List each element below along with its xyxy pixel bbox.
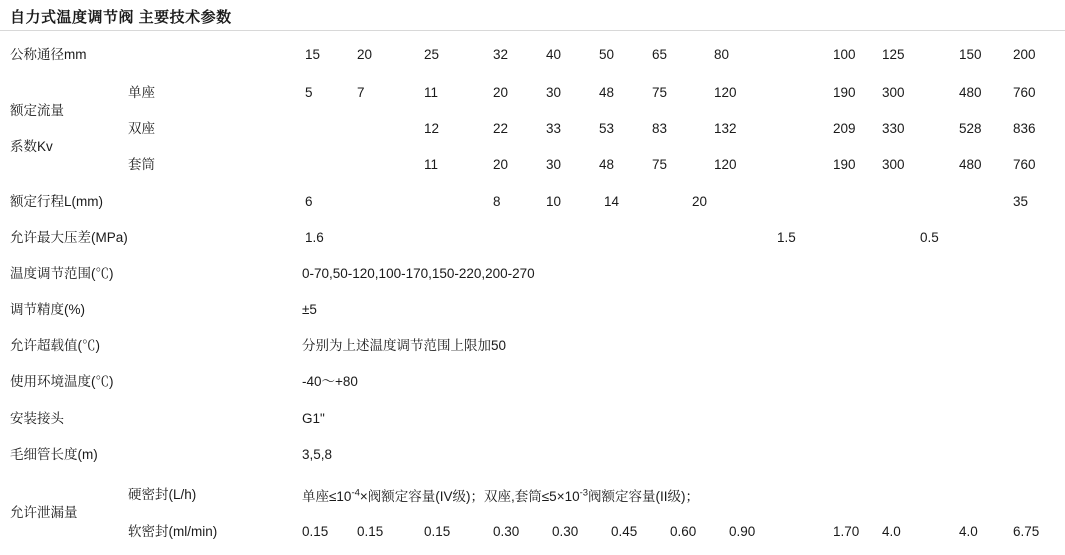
value-connector: G1" xyxy=(302,411,325,426)
value-overload: 分别为上述温度调节范围上限加50 xyxy=(302,338,507,353)
value-nominal-diameter-2: 25 xyxy=(424,47,440,62)
value-double-seat-6: 83 xyxy=(652,121,668,136)
sublabel-sleeve: 套筒 xyxy=(128,157,155,172)
value-rated-travel-4: 20 xyxy=(692,194,708,209)
label-overload: 允许超载值(℃) xyxy=(10,338,100,353)
value-double-seat-8: 209 xyxy=(833,121,856,136)
value-max-pressure-diff-1: 1.5 xyxy=(777,230,796,245)
value-sleeve-8: 190 xyxy=(833,157,856,172)
value-soft-seal-0: 0.15 xyxy=(302,524,329,539)
value-nominal-diameter-10: 150 xyxy=(959,47,982,62)
value-soft-seal-8: 1.70 xyxy=(833,524,860,539)
value-ambient-temp: -40～+80 xyxy=(302,374,358,389)
value-double-seat-10: 528 xyxy=(959,121,982,136)
value-soft-seal-2: 0.15 xyxy=(424,524,451,539)
value-rated-travel-2: 10 xyxy=(546,194,562,209)
value-single-seat-6: 75 xyxy=(652,85,668,100)
value-single-seat-10: 480 xyxy=(959,85,982,100)
value-single-seat-5: 48 xyxy=(599,85,615,100)
hard-seal-text-2: ×阀额定容量(IV级)；双座,套筒≤5×10 xyxy=(359,489,580,504)
value-nominal-diameter-9: 125 xyxy=(882,47,905,62)
value-hard-seal xyxy=(302,489,699,505)
page-title: 自力式温度调节阀 主要技术参数 xyxy=(10,9,232,26)
label-flow-coefficient-line2: 系数Kv xyxy=(10,139,53,154)
value-nominal-diameter-7: 80 xyxy=(714,47,730,62)
value-nominal-diameter-4: 40 xyxy=(546,47,562,62)
value-nominal-diameter-5: 50 xyxy=(599,47,615,62)
value-max-pressure-diff-2: 0.5 xyxy=(920,230,939,245)
value-soft-seal-9: 4.0 xyxy=(882,524,901,539)
hard-seal-exponent-2: -3 xyxy=(579,487,589,499)
value-temp-range: 0-70,50-120,100-170,150-220,200-270 xyxy=(302,266,535,281)
label-temp-range: 温度调节范围(℃) xyxy=(10,266,114,281)
sublabel-hard-seal: 硬密封(L/h) xyxy=(128,487,197,502)
value-double-seat-9: 330 xyxy=(882,121,905,136)
value-sleeve-3: 20 xyxy=(493,157,509,172)
sublabel-soft-seal: 软密封(ml/min) xyxy=(128,524,218,539)
label-connector: 安装接头 xyxy=(10,411,64,426)
value-single-seat-3: 20 xyxy=(493,85,509,100)
value-double-seat-11: 836 xyxy=(1013,121,1036,136)
label-leakage: 允许泄漏量 xyxy=(10,505,78,520)
label-max-pressure-diff: 允许最大压差(MPa) xyxy=(10,230,128,245)
value-nominal-diameter-3: 32 xyxy=(493,47,509,62)
value-nominal-diameter-8: 100 xyxy=(833,47,856,62)
value-single-seat-9: 300 xyxy=(882,85,905,100)
value-single-seat-8: 190 xyxy=(833,85,856,100)
value-single-seat-1: 7 xyxy=(357,85,365,100)
label-nominal-diameter: 公称通径mm xyxy=(10,47,87,62)
value-single-seat-2: 11 xyxy=(424,85,439,100)
value-single-seat-0: 5 xyxy=(305,85,313,100)
sublabel-single-seat: 单座 xyxy=(128,85,155,100)
value-rated-travel-1: 8 xyxy=(493,194,501,209)
value-nominal-diameter-6: 65 xyxy=(652,47,668,62)
value-single-seat-7: 120 xyxy=(714,85,737,100)
value-sleeve-2: 11 xyxy=(424,157,439,172)
value-sleeve-10: 480 xyxy=(959,157,982,172)
value-single-seat-4: 30 xyxy=(546,85,562,100)
value-rated-travel-3: 14 xyxy=(604,194,620,209)
value-soft-seal-4: 0.30 xyxy=(552,524,579,539)
value-soft-seal-1: 0.15 xyxy=(357,524,384,539)
value-max-pressure-diff-0: 1.6 xyxy=(305,230,324,245)
hard-seal-exponent-1: -4 xyxy=(351,487,360,499)
label-flow-coefficient-line1: 额定流量 xyxy=(10,103,64,118)
label-accuracy: 调节精度(%) xyxy=(10,302,85,317)
value-sleeve-4: 30 xyxy=(546,157,562,172)
value-double-seat-7: 132 xyxy=(714,121,737,136)
value-nominal-diameter-1: 20 xyxy=(357,47,373,62)
label-ambient-temp: 使用环境温度(℃) xyxy=(10,374,114,389)
value-sleeve-6: 75 xyxy=(652,157,668,172)
value-double-seat-3: 22 xyxy=(493,121,509,136)
label-rated-travel: 额定行程L(mm) xyxy=(10,194,103,209)
value-accuracy: ±5 xyxy=(302,302,317,317)
sublabel-double-seat: 双座 xyxy=(128,121,155,136)
value-sleeve-9: 300 xyxy=(882,157,905,172)
value-soft-seal-6: 0.60 xyxy=(670,524,697,539)
value-soft-seal-10: 4.0 xyxy=(959,524,978,539)
value-double-seat-5: 53 xyxy=(599,121,615,136)
value-rated-travel-0: 6 xyxy=(305,194,313,209)
value-soft-seal-11: 6.75 xyxy=(1013,524,1040,539)
title-divider xyxy=(0,30,1065,31)
value-sleeve-11: 760 xyxy=(1013,157,1036,172)
value-double-seat-4: 33 xyxy=(546,121,562,136)
hard-seal-text-3: 阀额定容量(II级)； xyxy=(588,489,700,504)
value-nominal-diameter-0: 15 xyxy=(305,47,321,62)
value-rated-travel-5: 35 xyxy=(1013,194,1029,209)
value-capillary-length: 3,5,8 xyxy=(302,447,333,462)
label-capillary-length: 毛细管长度(m) xyxy=(10,447,98,462)
value-sleeve-5: 48 xyxy=(599,157,615,172)
value-sleeve-7: 120 xyxy=(714,157,737,172)
value-single-seat-11: 760 xyxy=(1013,85,1036,100)
value-soft-seal-3: 0.30 xyxy=(493,524,520,539)
value-double-seat-2: 12 xyxy=(424,121,440,136)
value-soft-seal-7: 0.90 xyxy=(729,524,756,539)
value-nominal-diameter-11: 200 xyxy=(1013,47,1036,62)
value-soft-seal-5: 0.45 xyxy=(611,524,638,539)
hard-seal-text-1: 单座≤10 xyxy=(302,489,352,504)
